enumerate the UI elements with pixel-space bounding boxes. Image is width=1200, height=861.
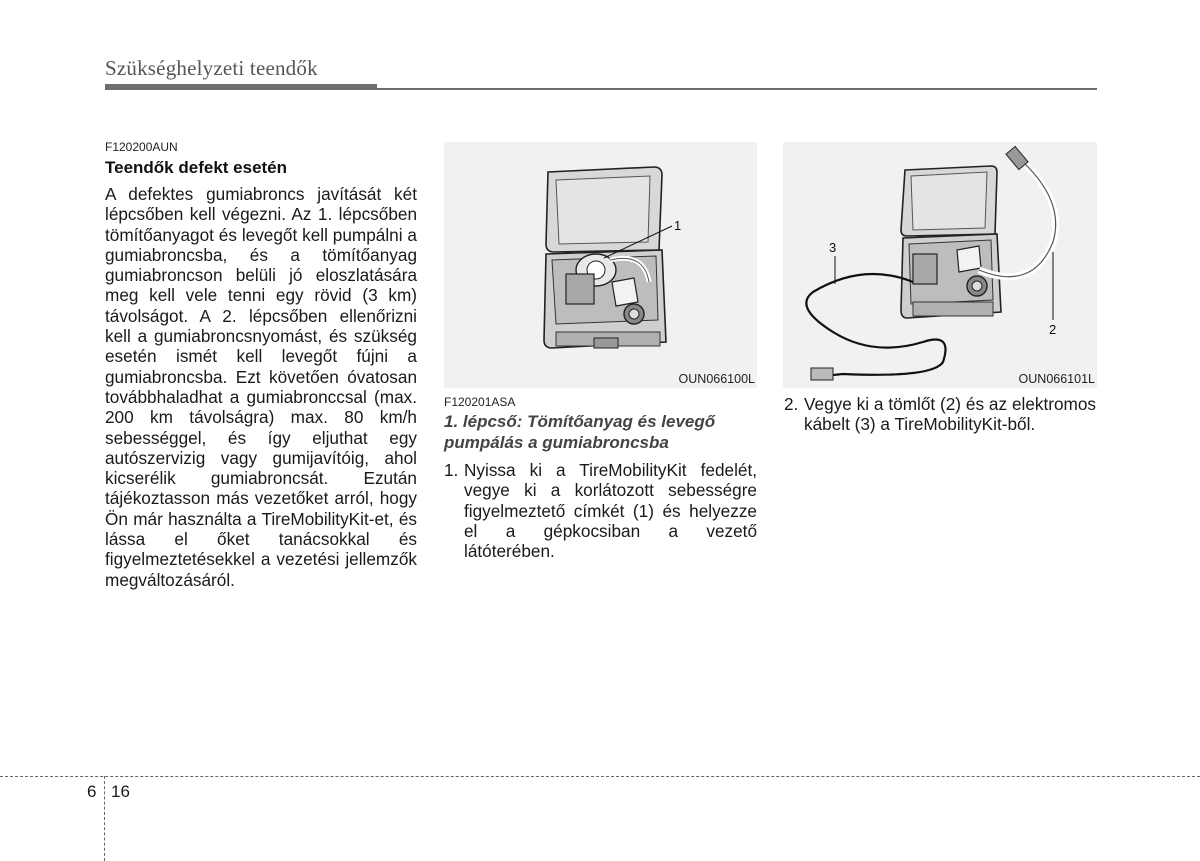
callout-1: 1 <box>674 218 682 233</box>
figure-label: OUN066101L <box>1018 372 1095 386</box>
step-title: 1. lépcső: Tömítőanyag és levegő pumpálás a gumiabroncsba <box>444 412 716 452</box>
section-title: Szükséghelyzeti teendők <box>105 56 318 80</box>
callout-2: 2 <box>1049 322 1057 337</box>
section-code: F120200AUN <box>105 140 178 154</box>
figure-label: OUN066100L <box>678 372 755 386</box>
callout-3: 3 <box>829 240 837 255</box>
list-item-number: 2. <box>784 394 799 414</box>
body-paragraph: A defektes gumiabroncs javítását két lépcsőben kell végezni. Az 1. lépcsőben tömítőanyagot és levegőt kell pumpálni a gumiabroncsba, és a tömítőanyag gumiabroncson belüli jó eloszlatására meg kell vele tenni egy rövid (3 km) távolságot. A 2. lépcsőben ellenőrizni kell a gumiabroncsnyomást, és szükség esetén ismét kell levegőt fújni a gumiabroncsba. Ezt követően óvatosan továbbhaladhat a gumiabronccsal (max. 200 km távolságra) max. 80 km/h sebességgel, és így eljuthat egy autószervizig vagy gumijavítóig, ahol kicserélik gumiabroncsát. Ezután tájékoztasson más vezetőket arról, hogy Ön már használta a TireMobilityKit-et, és lássa el őket tanácsokkal és figyelmeztetésekkel a vezetési jellemzők megváltozásáról. <box>105 184 417 590</box>
tire-kit-illustration <box>444 142 757 388</box>
list-item-text: Vegye ki a tömlőt (2) és az elektromos kábelt (3) a TireMobilityKit-ből. <box>804 394 1096 435</box>
page-number: 16 <box>111 782 130 801</box>
section-heading: Teendők defekt esetén <box>105 158 288 177</box>
list-item-1 <box>444 460 757 561</box>
footer-rule <box>0 776 1200 777</box>
header-rule-thick <box>105 84 377 90</box>
header-rule-thin <box>377 88 1097 90</box>
chapter-number: 6 <box>87 782 97 801</box>
figure-tire-kit-open <box>444 142 757 388</box>
list-item-number: 1. <box>444 460 459 480</box>
footer-margin-rule <box>104 776 105 861</box>
hose-cable-illustration <box>783 142 1097 388</box>
step-code: F120201ASA <box>444 395 516 409</box>
list-item-2 <box>784 394 1096 435</box>
figure-hose-and-cable <box>783 142 1097 388</box>
list-item-text: Nyissa ki a TireMobilityKit fedelét, vegye ki a korlátozott sebességre figyelmeztető címkét (1) és helyezze el a gépkocsiban a vezető látóterében. <box>464 460 757 562</box>
